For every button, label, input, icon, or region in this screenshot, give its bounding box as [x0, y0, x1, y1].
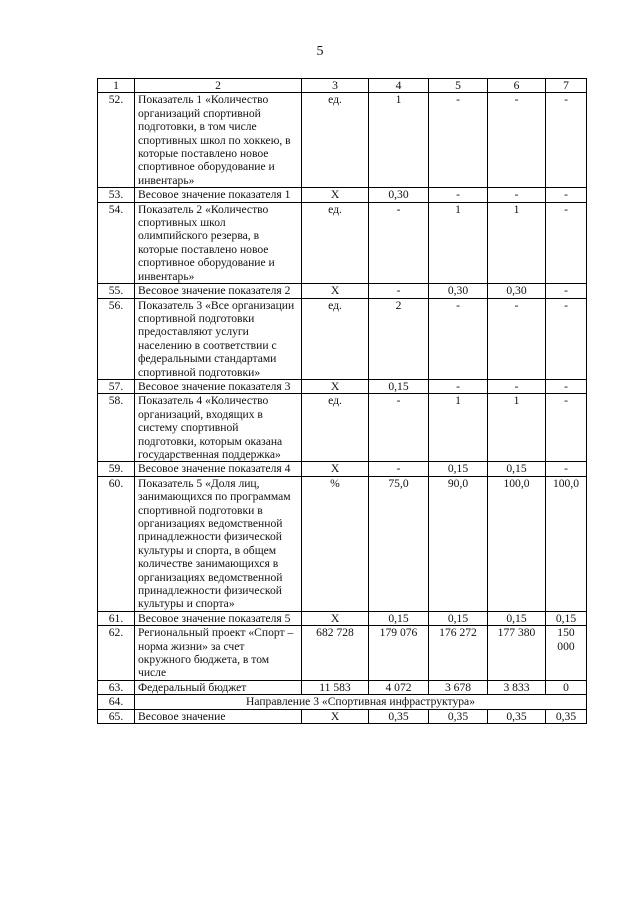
- value-col-6: 3 833: [488, 680, 546, 694]
- value-col-5: -: [429, 298, 488, 379]
- row-number: 61.: [98, 611, 135, 625]
- table-row: [98, 298, 587, 379]
- value-col-6: 0,15: [488, 462, 546, 476]
- value-col-4: -: [369, 202, 429, 283]
- table-row: [98, 202, 587, 283]
- indicator-name: Показатель 2 «Количество спортивных школ олимпийского резерва, в которые поставлено новое спортивное оборудование и инвентарь»: [135, 202, 302, 283]
- indicator-name: Весовое значение показателя 1: [135, 188, 302, 202]
- value-col-5: 176 272: [429, 626, 488, 681]
- indicator-name: Весовое значение показателя 4: [135, 462, 302, 476]
- row-number: 55.: [98, 284, 135, 298]
- value-col-6: 1: [488, 394, 546, 462]
- value-col-4: 75,0: [369, 476, 429, 611]
- value-col-4: 4 072: [369, 680, 429, 694]
- value-col-4: 0,35: [369, 709, 429, 723]
- value-col-5: 0,35: [429, 709, 488, 723]
- table-row: [98, 626, 587, 681]
- unit-or-total: X: [302, 611, 369, 625]
- value-col-5: -: [429, 93, 488, 188]
- column-header: 5: [429, 79, 488, 93]
- value-col-5: -: [429, 188, 488, 202]
- table-row: [98, 462, 587, 476]
- unit-or-total: X: [302, 284, 369, 298]
- unit-or-total: %: [302, 476, 369, 611]
- table-row: [98, 476, 587, 611]
- value-col-7: -: [546, 379, 587, 393]
- section-title: Направление 3 «Спортивная инфраструктура»: [135, 695, 587, 709]
- value-col-4: 2: [369, 298, 429, 379]
- value-col-5: 0,15: [429, 611, 488, 625]
- row-number: 60.: [98, 476, 135, 611]
- value-col-6: -: [488, 188, 546, 202]
- value-col-6: 0,15: [488, 611, 546, 625]
- indicator-name: Региональный проект «Спорт – норма жизни» за счет окружного бюджета, в том числе: [135, 626, 302, 681]
- value-col-5: 90,0: [429, 476, 488, 611]
- value-col-5: -: [429, 379, 488, 393]
- page-number: 5: [316, 44, 324, 59]
- row-number: 63.: [98, 680, 135, 694]
- indicator-name: Показатель 3 «Все организации спортивной подготовки предоставляют услуги населению в соответствии с федеральными стандартами спортивной подготовки»: [135, 298, 302, 379]
- table-row: [98, 93, 587, 188]
- column-header: 7: [546, 79, 587, 93]
- value-col-6: -: [488, 298, 546, 379]
- value-col-4: 0,30: [369, 188, 429, 202]
- value-col-6: 0,35: [488, 709, 546, 723]
- column-header: 6: [488, 79, 546, 93]
- indicator-name: Весовое значение показателя 2: [135, 284, 302, 298]
- value-col-4: -: [369, 284, 429, 298]
- value-col-7: 100,0: [546, 476, 587, 611]
- unit-or-total: X: [302, 379, 369, 393]
- row-number: 62.: [98, 626, 135, 681]
- value-col-4: 0,15: [369, 611, 429, 625]
- value-col-7: -: [546, 462, 587, 476]
- indicator-name: Весовое значение показателя 5: [135, 611, 302, 625]
- value-col-6: 177 380: [488, 626, 546, 681]
- value-col-7: -: [546, 394, 587, 462]
- value-col-4: -: [369, 462, 429, 476]
- column-header: 4: [369, 79, 429, 93]
- row-number: 57.: [98, 379, 135, 393]
- value-col-6: 0,30: [488, 284, 546, 298]
- row-number: 56.: [98, 298, 135, 379]
- indicator-name: Показатель 5 «Доля лиц, занимающихся по программам спортивной подготовки в организациях ведомственной принадлежности физической культуры и спорта, в общем количестве занимающихся в организациях ведомственной принадлежности физической культуры и спорта»: [135, 476, 302, 611]
- value-col-7: -: [546, 188, 587, 202]
- table-row: [98, 680, 587, 694]
- column-header: 2: [135, 79, 302, 93]
- table-row: [98, 611, 587, 625]
- value-col-5: 1: [429, 202, 488, 283]
- column-header: 3: [302, 79, 369, 93]
- value-col-5: 0,15: [429, 462, 488, 476]
- unit-or-total: ед.: [302, 202, 369, 283]
- indicator-name: Федеральный бюджет: [135, 680, 302, 694]
- unit-or-total: X: [302, 188, 369, 202]
- value-col-7: 0,35: [546, 709, 587, 723]
- unit-or-total: X: [302, 709, 369, 723]
- indicator-name: Весовое значение показателя 3: [135, 379, 302, 393]
- column-header: 1: [98, 79, 135, 93]
- unit-or-total: ед.: [302, 394, 369, 462]
- value-col-6: -: [488, 379, 546, 393]
- column-number-row: [98, 79, 587, 93]
- unit-or-total: ед.: [302, 298, 369, 379]
- value-col-7: 150 000: [546, 626, 587, 681]
- unit-or-total: 682 728: [302, 626, 369, 681]
- indicator-name: Показатель 1 «Количество организаций спортивной подготовки, в том числе спортивных школ по хоккею, в которые поставлено новое спортивное оборудование и инвентарь»: [135, 93, 302, 188]
- value-col-6: 1: [488, 202, 546, 283]
- value-col-7: -: [546, 93, 587, 188]
- unit-or-total: X: [302, 462, 369, 476]
- value-col-7: -: [546, 298, 587, 379]
- value-col-5: 1: [429, 394, 488, 462]
- table-row: [98, 188, 587, 202]
- row-number: 59.: [98, 462, 135, 476]
- value-col-6: 100,0: [488, 476, 546, 611]
- value-col-7: 0,15: [546, 611, 587, 625]
- row-number: 53.: [98, 188, 135, 202]
- row-number: 65.: [98, 709, 135, 723]
- unit-or-total: 11 583: [302, 680, 369, 694]
- table-row: [98, 394, 587, 462]
- row-number: 52.: [98, 93, 135, 188]
- table-row: [98, 709, 587, 723]
- row-number: 58.: [98, 394, 135, 462]
- value-col-4: 0,15: [369, 379, 429, 393]
- value-col-4: 1: [369, 93, 429, 188]
- indicators-table: [97, 78, 587, 724]
- value-col-7: -: [546, 202, 587, 283]
- row-number: 54.: [98, 202, 135, 283]
- table-row: [98, 284, 587, 298]
- indicator-name: Весовое значение: [135, 709, 302, 723]
- value-col-5: 0,30: [429, 284, 488, 298]
- value-col-4: -: [369, 394, 429, 462]
- section-row: [98, 695, 587, 709]
- value-col-6: -: [488, 93, 546, 188]
- value-col-7: -: [546, 284, 587, 298]
- indicator-name: Показатель 4 «Количество организаций, входящих в систему спортивной подготовки, которым оказана государственная поддержка»: [135, 394, 302, 462]
- value-col-7: 0: [546, 680, 587, 694]
- value-col-4: 179 076: [369, 626, 429, 681]
- unit-or-total: ед.: [302, 93, 369, 188]
- table-row: [98, 379, 587, 393]
- row-number: 64.: [98, 695, 135, 709]
- value-col-5: 3 678: [429, 680, 488, 694]
